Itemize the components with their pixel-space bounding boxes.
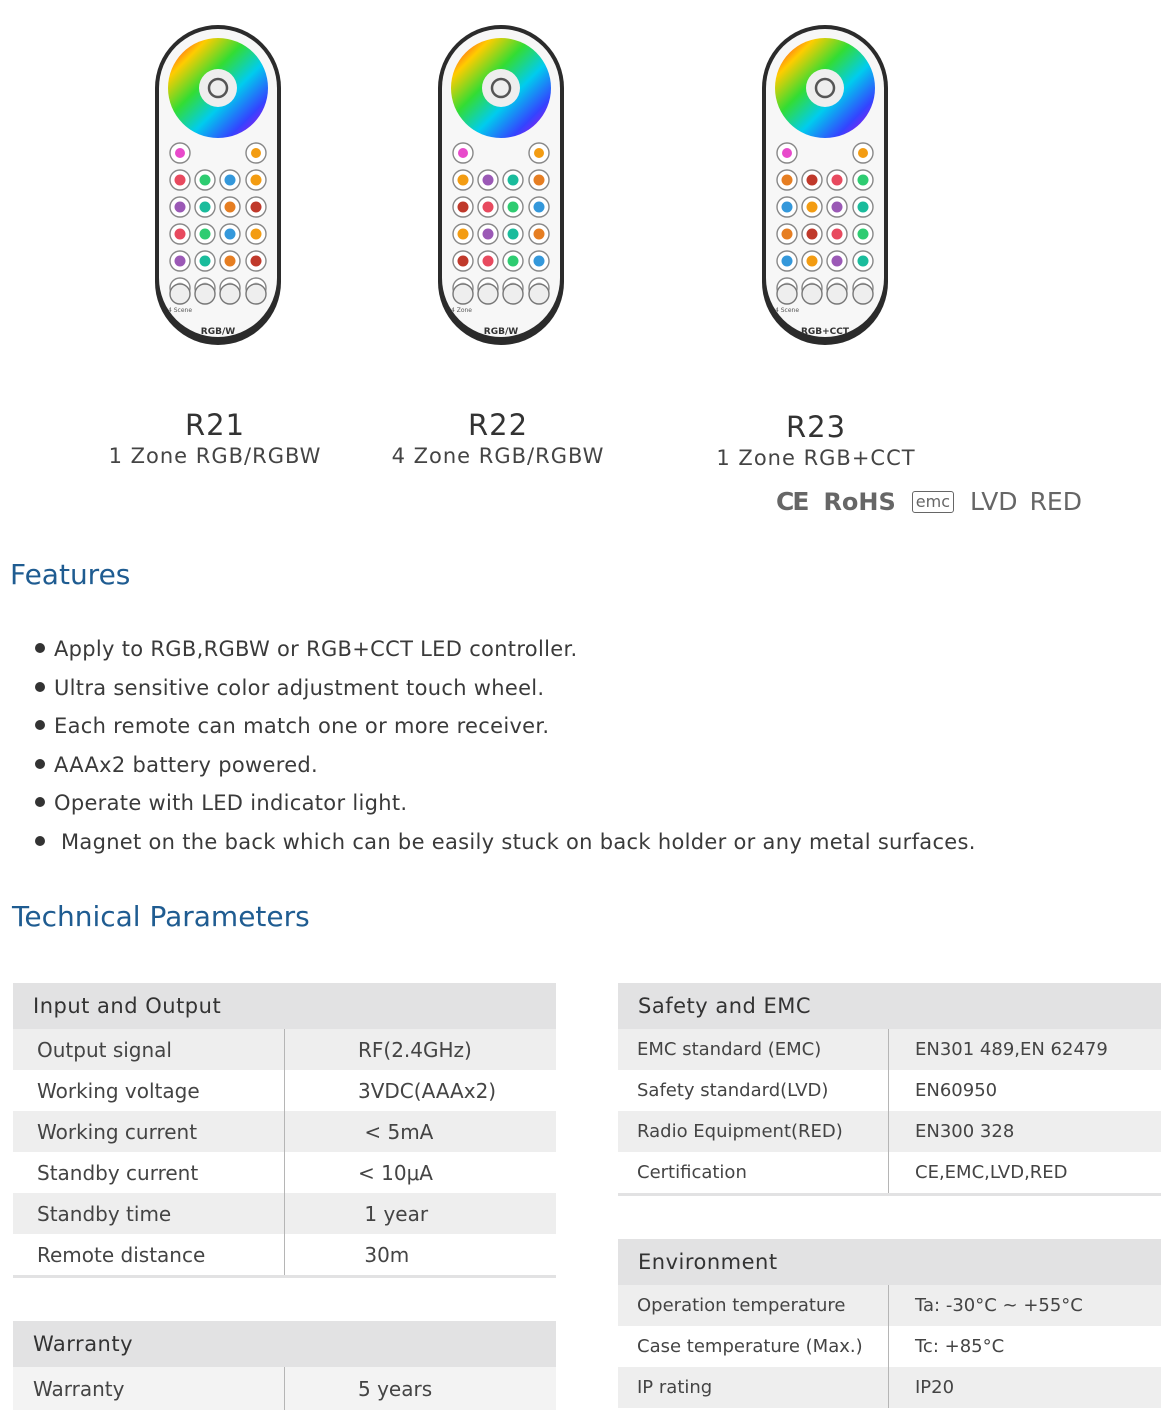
model-description: 4 Zone RGB/RGBW [391, 444, 605, 468]
remote-button-glyph [200, 229, 211, 240]
table-bottom-rule [13, 1275, 556, 1278]
remote-button-glyph [225, 202, 236, 213]
remote-button-glyph [175, 148, 185, 158]
feature-text: Ultra sensitive color adjustment touch wheel. [54, 675, 545, 700]
remote-button-glyph [200, 175, 211, 186]
remote-button-glyph [858, 229, 869, 240]
remote-button-glyph [458, 256, 469, 267]
table-row [13, 1111, 556, 1152]
row-label: Safety standard(LVD) [618, 1070, 889, 1111]
remote-button-glyph [175, 229, 186, 240]
row-label: Case temperature (Max.) [618, 1326, 889, 1367]
bullet-icon [35, 759, 45, 769]
model-r21 [85, 408, 345, 470]
svg-text:RGB/W: RGB/W [483, 327, 519, 337]
remote-button-glyph [175, 256, 186, 267]
remote-button-glyph [508, 256, 519, 267]
model-name: R21 [184, 408, 246, 442]
remote-button-glyph [483, 175, 494, 186]
input-output-table [13, 983, 556, 1278]
table-header: Safety and EMC [618, 983, 1161, 1029]
remote-zone-button [529, 284, 549, 304]
rohs-mark: RoHS [823, 487, 896, 516]
table-row [13, 1234, 556, 1275]
row-label: IP rating [618, 1367, 889, 1408]
remote-button-glyph [782, 175, 793, 186]
feature-text: Magnet on the back which can be easily stuck on back holder or any metal surfaces. [54, 829, 976, 854]
remote-button-glyph [858, 175, 869, 186]
feature-text: Operate with LED indicator light. [54, 791, 408, 816]
row-label: Working voltage [13, 1070, 285, 1111]
model-name: R23 [785, 410, 847, 444]
remote-button-glyph [483, 229, 494, 240]
remote-button-glyph [458, 202, 469, 213]
row-value: EN60950 [915, 1080, 998, 1101]
remote-button-glyph [251, 256, 262, 267]
remote-zone-button [195, 284, 215, 304]
feature-item [30, 707, 976, 746]
table-row [618, 1285, 1161, 1326]
remote-button-glyph [832, 229, 843, 240]
remote-button-glyph [175, 202, 186, 213]
remote-button-glyph [534, 148, 544, 158]
technical-heading: Technical Parameters [12, 900, 310, 933]
remote-r23-svg [759, 22, 891, 348]
remote-button-glyph [483, 202, 494, 213]
row-value: < 5mA [358, 1119, 434, 1144]
remote-zone-button [503, 284, 523, 304]
row-value: Ta: -30°C ~ +55°C [915, 1295, 1083, 1316]
row-value: 30m [358, 1242, 410, 1267]
bullet-icon [35, 643, 45, 653]
remote-r21-svg [152, 22, 284, 348]
environment-table [618, 1239, 1161, 1408]
row-value: CE,EMC,LVD,RED [915, 1162, 1068, 1183]
remote-button-glyph [458, 229, 469, 240]
remote-r22-svg [435, 22, 567, 348]
remote-button-glyph [200, 256, 211, 267]
table-row [13, 1029, 556, 1070]
row-label: Remote distance [13, 1234, 285, 1275]
remote-button-glyph [534, 175, 545, 186]
remote-button-glyph [225, 256, 236, 267]
row-label: Radio Equipment(RED) [618, 1111, 889, 1152]
table-row [13, 1152, 556, 1193]
ce-mark: CE [776, 487, 808, 516]
row-value: IP20 [915, 1377, 955, 1398]
remote-zone-button [246, 284, 266, 304]
remote-zone-button [853, 284, 873, 304]
remote-zone-button [170, 284, 190, 304]
remote-button-glyph [832, 202, 843, 213]
model-description: 1 Zone RGB+CCT [716, 446, 916, 470]
remote-button-glyph [251, 229, 262, 240]
row-label: Warranty [13, 1367, 285, 1410]
svg-text:4 Scene: 4 Scene [168, 307, 193, 314]
remote-button-glyph [534, 202, 545, 213]
row-label: Standby current [13, 1152, 285, 1193]
feature-item [30, 630, 976, 669]
remote-button-glyph [251, 202, 262, 213]
feature-item [30, 669, 976, 708]
remote-button-glyph [807, 202, 818, 213]
bullet-icon [35, 682, 45, 692]
row-label: Certification [618, 1152, 889, 1193]
remote-button-glyph [858, 148, 868, 158]
feature-text: Each remote can match one or more receiver. [54, 714, 550, 739]
row-label: Operation temperature [618, 1285, 889, 1326]
row-value: Tc: +85°C [915, 1336, 1005, 1357]
remote-button-glyph [807, 175, 818, 186]
svg-text:RGB+CCT: RGB+CCT [800, 327, 850, 337]
remote-button-glyph [508, 175, 519, 186]
remote-button-glyph [832, 175, 843, 186]
remote-button-glyph [225, 175, 236, 186]
remote-r21-image [152, 22, 284, 348]
table-row [13, 1070, 556, 1111]
remote-zone-button [220, 284, 240, 304]
remote-button-glyph [832, 256, 843, 267]
row-label: Output signal [13, 1029, 285, 1070]
svg-text:RGB/W: RGB/W [200, 327, 236, 337]
feature-item [30, 823, 976, 862]
model-description: 1 Zone RGB/RGBW [108, 444, 322, 468]
model-name: R22 [467, 408, 529, 442]
remote-button-glyph [483, 256, 494, 267]
remote-button-glyph [782, 256, 793, 267]
svg-text:4 Scene: 4 Scene [775, 307, 800, 314]
table-row [13, 1367, 556, 1410]
table-row [618, 1029, 1161, 1070]
feature-text: Apply to RGB,RGBW or RGB+CCT LED controller. [54, 637, 578, 661]
row-value: 5 years [358, 1376, 433, 1401]
remote-button-glyph [508, 202, 519, 213]
features-heading: Features [10, 558, 131, 591]
bullet-icon [35, 836, 45, 846]
table-row [618, 1111, 1161, 1152]
table-header: Environment [618, 1239, 1161, 1285]
emc-mark: emc [912, 491, 954, 513]
remote-zone-button [777, 284, 797, 304]
feature-item [30, 784, 976, 823]
table-row [618, 1152, 1161, 1193]
remote-button-glyph [251, 175, 262, 186]
remote-button-glyph [508, 229, 519, 240]
row-value: EN301 489,EN 62479 [915, 1039, 1108, 1060]
remote-r22-image [435, 22, 567, 348]
remote-button-glyph [807, 256, 818, 267]
row-value: 3VDC(AAAx2) [358, 1078, 497, 1103]
table-row [618, 1367, 1161, 1408]
remote-zone-button [478, 284, 498, 304]
table-row [618, 1070, 1161, 1111]
table-bottom-rule [618, 1193, 1161, 1196]
model-r23 [686, 410, 946, 472]
row-label: EMC standard (EMC) [618, 1029, 889, 1070]
feature-text: AAAx2 battery powered. [54, 752, 319, 777]
features-list [30, 630, 976, 862]
remote-button-glyph [782, 202, 793, 213]
safety-emc-table [618, 983, 1161, 1196]
row-value: RF(2.4GHz) [358, 1037, 472, 1062]
table-row [618, 1326, 1161, 1367]
table-header: Input and Output [13, 983, 556, 1029]
remote-button-glyph [858, 256, 869, 267]
row-value: 1 year [358, 1201, 429, 1226]
table-row [13, 1193, 556, 1234]
feature-item [30, 746, 976, 785]
row-label: Standby time [13, 1193, 285, 1234]
remote-button-glyph [534, 229, 545, 240]
remote-button-glyph [534, 256, 545, 267]
bullet-icon [35, 797, 45, 807]
remote-r23-image [759, 22, 891, 348]
certification-marks [776, 487, 1082, 516]
remote-button-glyph [175, 175, 186, 186]
lvd-mark: LVD [970, 487, 1018, 516]
warranty-table [13, 1321, 556, 1410]
remote-button-glyph [858, 202, 869, 213]
remote-button-glyph [458, 175, 469, 186]
remote-button-glyph [807, 229, 818, 240]
remote-zone-button [802, 284, 822, 304]
remote-button-glyph [225, 229, 236, 240]
table-header: Warranty [13, 1321, 556, 1367]
bullet-icon [35, 720, 45, 730]
row-value: < 10μA [358, 1160, 433, 1185]
remote-button-glyph [200, 202, 211, 213]
remote-button-glyph [782, 148, 792, 158]
row-label: Working current [13, 1111, 285, 1152]
svg-text:4 Zone: 4 Zone [451, 307, 472, 314]
remote-zone-button [827, 284, 847, 304]
model-r22 [368, 408, 628, 470]
red-mark: RED [1029, 487, 1082, 516]
remote-button-glyph [458, 148, 468, 158]
remote-button-glyph [251, 148, 261, 158]
row-value: EN300 328 [915, 1121, 1015, 1142]
remote-zone-button [453, 284, 473, 304]
remote-button-glyph [782, 229, 793, 240]
